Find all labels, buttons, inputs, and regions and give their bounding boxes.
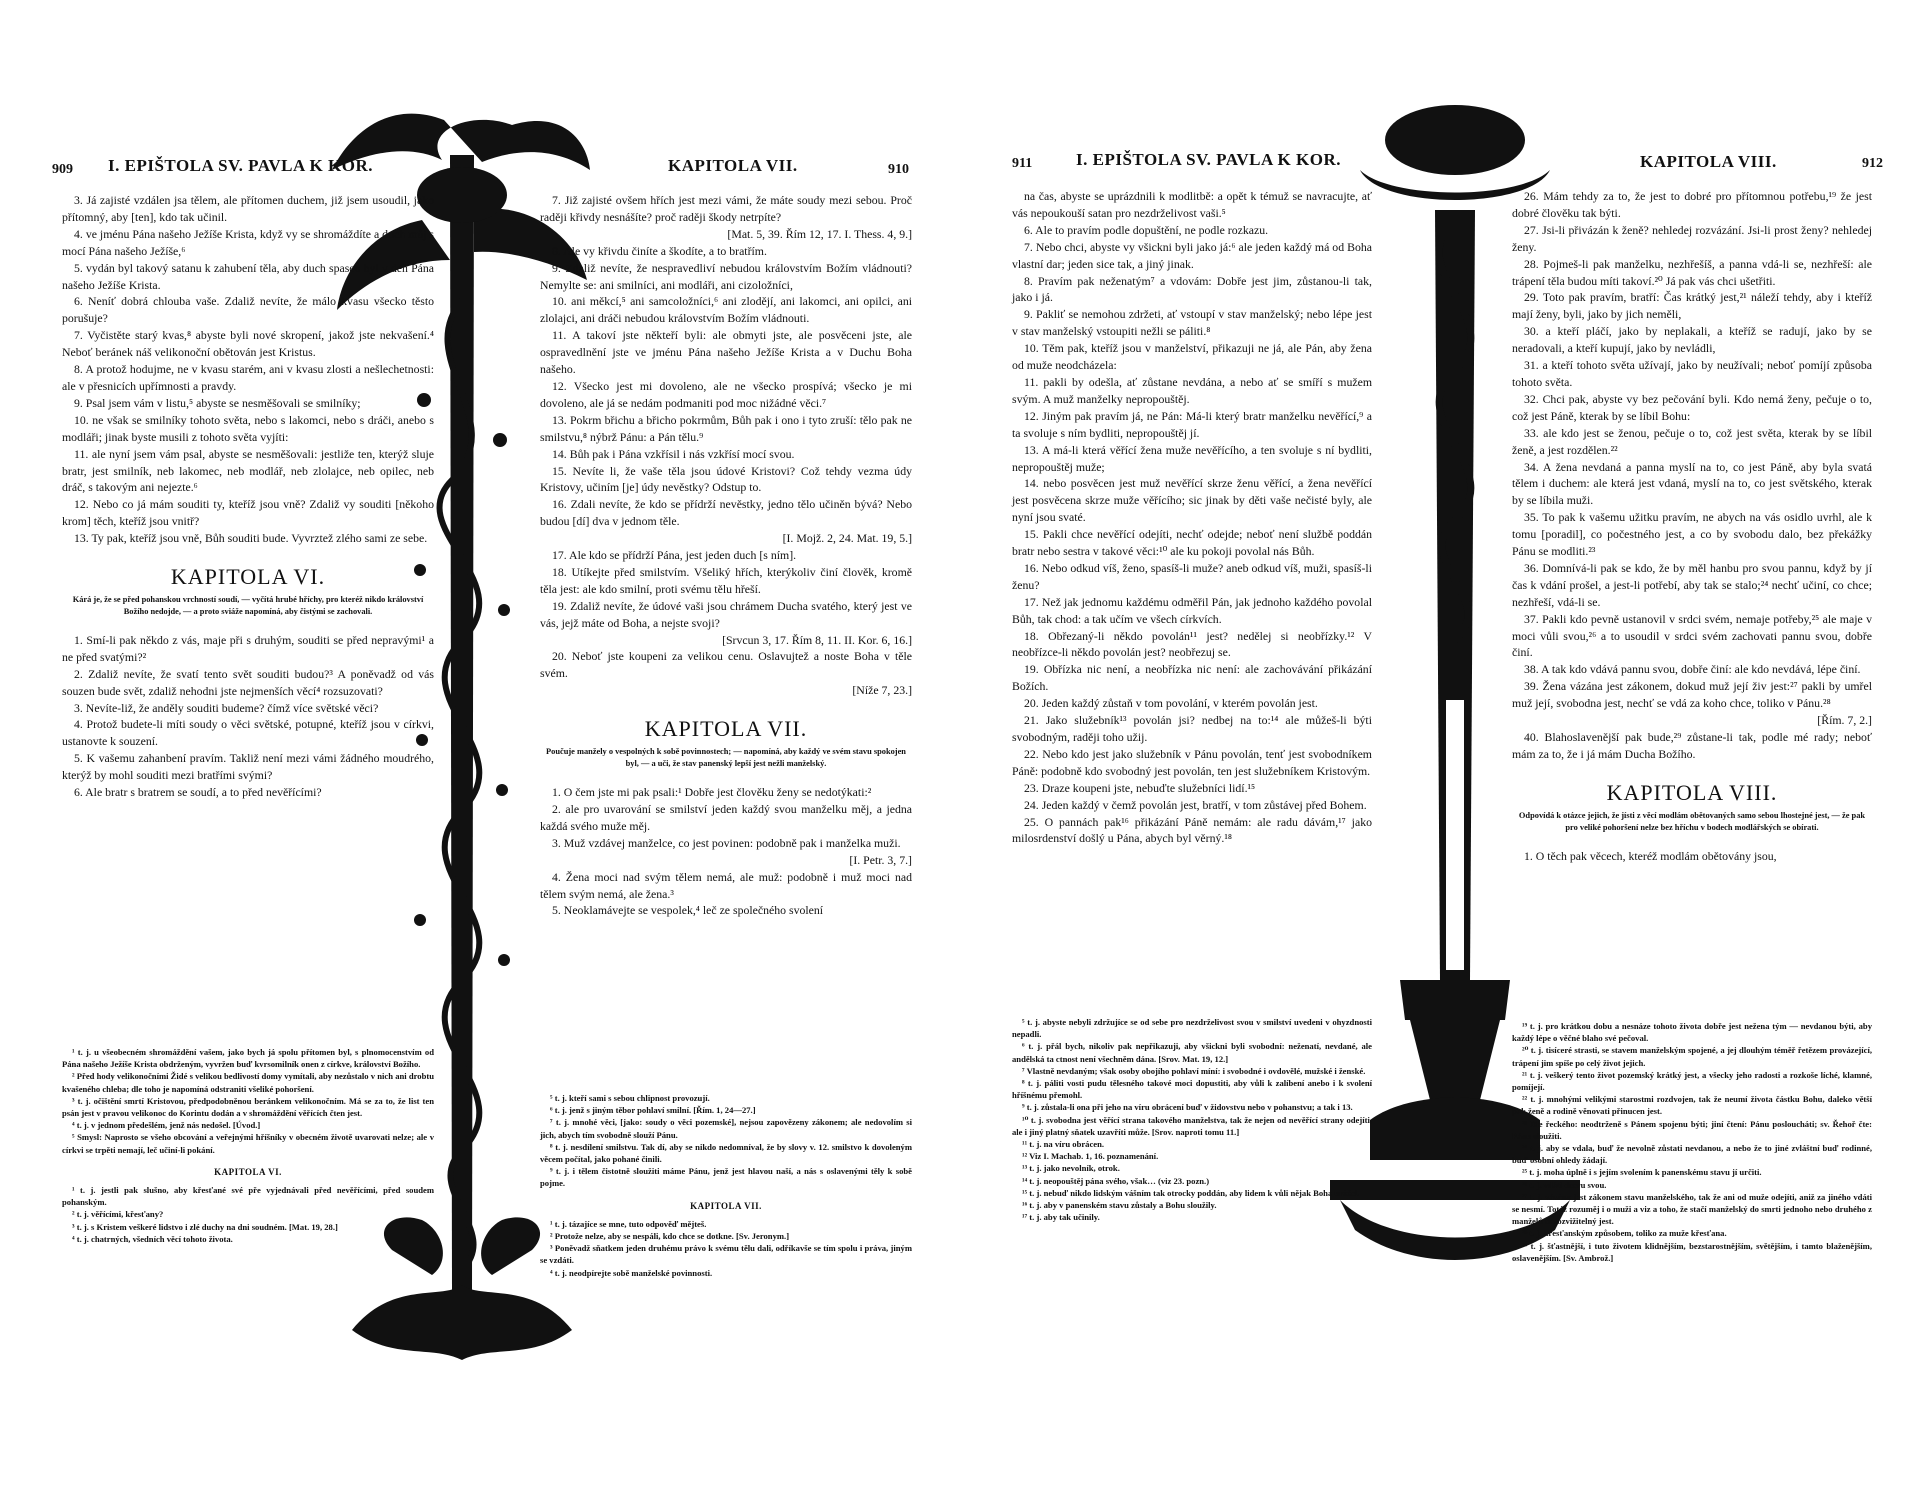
- verse: 15. Nevíte li, že vaše těla jsou údové Kristovi? Což tehdy vezma údy Kristovy, učiním [je] údy nevěstky? Odstup to.: [540, 463, 912, 495]
- verse: 19. Zdaliž nevíte, že údové vaši jsou chrámem Ducha svatého, který jest ve vás, jejž máte od Boha, a nejste svoji?: [540, 598, 912, 630]
- text-column: [540, 192, 912, 919]
- footnote: ¹ t. j. tázajíce se mne, tuto odpověď mějteš.: [550, 1218, 707, 1229]
- verse: 27. Jsi-li přivázán k ženě? nehledej rozvázání. Jsi-li prost ženy? nehledej ženy.: [1512, 222, 1872, 254]
- verse: na čas, abyste se uprázdnili k modlitbě: a opět k témuž se navracujte, ať vás nepoukouší satan pro nezdrželivost vaši.⁵: [1012, 189, 1372, 220]
- verse: 25. O pannách pak¹⁶ přikázání Páně nemám: ale radu dávám,¹⁷ jako milosrdenství došlý u Pána, abych byl věrný.¹⁸: [1012, 814, 1372, 846]
- verse: 5. K vašemu zahanbení pravím. Takliž není mezi vámi žádného moudrého, kterýž by mohl souditi mezi bratřími svými?: [62, 751, 434, 783]
- verse: 20. Neboť jste koupeni za velikou cenu. Oslavujtež a noste Boha v těle svém.: [540, 649, 912, 681]
- verse: 23. Draze koupeni jste, nebuďte služebníci lidí.¹⁵: [1024, 780, 1256, 795]
- verse: 9. Zdaliž nevíte, že nespravedliví nebudou královstvím Božím vládnouti? Nemylte se: ani smilníci, ani modláři, ani cizoložníci,: [540, 260, 912, 292]
- page-number: 912: [1862, 156, 1883, 171]
- footnote: ⁸ t. j. nesdílení smilstvu. Tak dí, aby se nikdo nedomníval, že by slovy v. 12. smilstvo k dovoleným věcem počítal, jako pohané činili.: [540, 1141, 912, 1165]
- footnote: ¹⁹ t. j. pro krátkou dobu a nesnáze tohoto života dobře jest nežena tým — nevdanou býti, aby každý lépe o věčné blaho své pečoval.: [1512, 1021, 1872, 1044]
- footnote: ²⁹ t. j. šťastnější, i tuto životem klidnějším, bezstarostnějším, světějším, i tamto blaženějším, oslavenějším. [Sv. Ambrož.]: [1512, 1240, 1872, 1263]
- scripture-reference: [I. Mojž. 2, 24. Mat. 19, 5.]: [782, 531, 912, 546]
- verse: 2. Zdaliž nevíte, že svatí tento svět souditi budou?³ A poněvadž od vás souzen bude svět, zdaliž nehodni jste nejmenších věcí⁴ rozsuzovati?: [62, 666, 434, 698]
- chapter-summary: Kárá je, že se před pohanskou vrchností soudí, — vyčítá hrubé hříchy, pro kteréž nikdo království Božího nedojde, — a proto sviáže napomíná, aby čistými se zachovali.: [72, 594, 424, 616]
- footnote: ⁵ t. j. kteří sami s sebou chlipnost provozují.: [550, 1093, 710, 1103]
- verse: 11. pakli by odešla, ať zůstane nevdána, a nebo ať se smíří s mužem svým. A muž manželky nepropouštěj.: [1012, 374, 1372, 406]
- verse: 32. Chci pak, abyste vy bez pečování byli. Kdo nemá ženy, pečuje o to, což jest Páně, kterak by se líbil Bohu:: [1512, 391, 1872, 423]
- footnote: ² t. j. věřícími, křesťany?: [72, 1209, 164, 1220]
- footnote: ⁵ Smysl: Naprosto se všeho obcování a veřejnými hříšníky v obecném životě uvarovati nelze; ale v církvi se trpěti nemají, leč učiní-li pokání.: [62, 1132, 434, 1155]
- footnote: ⁴ t. j. v jednom předešlém, jenž nás nedošel. [Úvod.]: [72, 1120, 261, 1131]
- verse: 2. ale pro uvarování se smilství jeden každý svou manželku měj, a jedna každá svého muže měj.: [540, 802, 912, 833]
- page-header: KAPITOLA VII.: [668, 156, 798, 175]
- verse: 6. Ale to pravím podle dopuštění, ne podle rozkazu.: [1024, 222, 1269, 237]
- verse: 13. Ty pak, kteříž jsou vně, Bůh souditi bude. Vyvrztež zlého sami ze sebe.: [74, 531, 428, 546]
- verse: 1. Smí-li pak někdo z vás, maje při s druhým, souditi se před nepravými¹ a ne před svatými?²: [62, 632, 434, 664]
- footnote: ³ t. j. očištění smrtí Kristovou, předpodobněnou beránkem velikonočním. Má se za to, že list ten psán jest v pravou velikonoc do Korintu dodán a v shromáždění věřících čten jest.: [62, 1095, 434, 1119]
- scripture-reference: [Mat. 5, 39. Řím 12, 17. I. Thess. 4, 9.]: [727, 226, 912, 241]
- verse: 15. Pakli chce nevěřící odejíti, nechť odejde; neboť není službě poddán bratr nebo sestra v takové věci:¹⁰ ale ku pokoji povolal nás Bůh.: [1012, 527, 1372, 559]
- footnote: ¹⁵ t. j. nebuď nikdo lidským vášním tak otrocky poddán, aby lidem k vůli nějak Boha urážel.: [1022, 1187, 1360, 1198]
- verse: 8. Pravím pak neženatým⁷ a vdovám: Dobře jest jim, zůstanou-li tak, jako i já.: [1012, 273, 1372, 305]
- verse: 34. A žena nevdaná a panna myslí na to, co jest Páně, aby byla svatá tělem i duchem: ale která jest vdaná, myslí na to, co jest světského, kterak by se líbila muži.: [1512, 459, 1872, 508]
- verse: 38. A tak kdo vdává pannu svou, dobře činí: ale kdo nevdává, lépe činí.: [1524, 662, 1861, 677]
- verse: 8. Ale vy křivdu činíte a škodíte, a to bratřím.: [552, 243, 767, 258]
- verse: 35. To pak k vašemu užitku pravím, ne abych na vás osidlo uvrhl, ale k tomu [poradil], co počestného jest, a co by svobodu dalo, bez překážky Pánu se modliti.²³: [1512, 510, 1872, 559]
- footnote: ²⁸ t. j. křesťanským způsobem, toliko za muže křesťana.: [1522, 1228, 1727, 1239]
- footnotes: [1512, 1020, 1872, 1264]
- verse: 24. Jeden každý v čemž povolán jest, bratří, v tom zůstávej před Bohem.: [1024, 797, 1367, 812]
- footnote: ⁷ Vlastně nevdaným; však osoby obojího pohlaví míní: i svobodné i ovdovělé, mužské i ženské.: [1022, 1065, 1366, 1076]
- footnote-chapter-heading: KAPITOLA VI.: [214, 1166, 282, 1177]
- verse: 1. O čem jste mi pak psali:¹ Dobře jest člověku ženy se nedotýkati:²: [552, 785, 872, 800]
- text-column: [62, 192, 434, 801]
- verse: 28. Pojmeš-li pak manželku, nezhřešíš, a panna vdá-li se, nezhřeší: ale trápení těla budou míti takoví.²⁰ Já pak vás chci ušetřiti.: [1512, 256, 1872, 288]
- footnote: ³ Poněvadž sňatkem jeden druhému právo k svému tělu dali, odříkavše se tím spolu i práva, jiným se vzdáti.: [540, 1243, 912, 1266]
- footnote: ²⁵ t. j. moha úplně i s jejím svolením k panenskému stavu jí určiti.: [1522, 1167, 1762, 1178]
- scripture-reference: [Níže 7, 23.]: [852, 683, 912, 698]
- verse: 6. Ale bratr s bratrem se soudí, a to před nevěřícími?: [74, 785, 322, 800]
- verse: 7. Nebo chci, abyste vy všickni byli jako já:⁶ ale jeden každý má od Boha vlastní dar; jeden sice tak, a jiný jinak.: [1012, 239, 1372, 271]
- verse: 4. Protož budete-li míti soudy o věci světské, potupné, kteříž jsou v církvi, ustanovte k souzení.: [62, 717, 434, 749]
- verse: 31. a kteří tohoto světa užívají, jako by neužívali; neboť pomíjí způsoba tohoto světa.: [1512, 358, 1872, 389]
- footnote: ⁷ t. j. mnohé věci, [jako: soudy o věci pozemské], nejsou zapovězeny zákonem; ale nedovolím si jich, abych tím svobodně slouží Pánu.: [540, 1117, 912, 1140]
- verse: 4. ve jménu Pána našeho Ježíše Krista, když vy se shromáždíte a duch můj s mocí Pána našeho Ježíše,⁶: [62, 226, 434, 258]
- page-header: KAPITOLA VIII.: [1640, 152, 1777, 171]
- footnote: ¹⁶ t. j. aby v panenském stavu zůstaly a Bohu sloužily.: [1022, 1200, 1217, 1211]
- footnote: ⁴ t. j. chatrných, všedních věcí tohoto života.: [72, 1233, 233, 1244]
- scripture-reference: [I. Petr. 3, 7.]: [849, 852, 912, 867]
- footnotes: [540, 1092, 912, 1279]
- page-number: 909: [52, 162, 73, 177]
- text-column: [1012, 188, 1372, 847]
- footnote: ²⁰ t. j. tisíceré strasti, se stavem manželským spojené, a jej dlouhým téměř řetězem provázející, trápení jim spíše po celý život jejich.: [1512, 1045, 1872, 1068]
- footnote: ⁴ t. j. neodpírejte sobě manželské povinnosti.: [550, 1267, 713, 1278]
- footnote: ¹⁴ t. j. neopouštěj pána svého, však… (viz 23. pozn.): [1022, 1175, 1210, 1186]
- verse: 13. A má-li která věřící žena muže nevěřícího, a ten svoluje s ní bydliti, nepropouštěj muže;: [1012, 442, 1372, 474]
- footnote: ²³ Dle řeckého: neodtrženě s Pánem spojenu býti; jiní čtení: Pánu posloucháti; sv. Řehoř čte: Pánu sloužiti.: [1512, 1118, 1872, 1141]
- chapter-title: KAPITOLA VI.: [170, 564, 326, 590]
- verse: 10. ne však se smilníky tohoto světa, nebo s lakomci, nebo s dráči, anebo s modláři; jinak byste musili z tohoto světa vyjíti:: [62, 412, 434, 444]
- verse: 12. Nebo co já mám souditi ty, kteříž jsou vně? Zdaliž vy souditi [někoho krom] těch, kteříž jsou vnitř?: [62, 497, 434, 529]
- footnote: ⁶ t. j. jenž s jiným těbor pohlaví smilní. [Řím. 1, 24—27.]: [550, 1105, 756, 1116]
- verse: 3. Nevíte-liž, že anděly souditi budeme? čímž více světské věci?: [74, 700, 379, 715]
- scripture-reference: [Srvcun 3, 17. Řím 8, 11. II. Kor. 6, 16.]: [722, 632, 912, 647]
- chapter-summary: Poučuje manžely o vespolných k sobě povinnostech; — napomíná, aby každý ve svém stavu spokojen byl, — a uči, že stav panenský lepší jest nežli manželský.: [546, 747, 906, 769]
- verse: 3. Já zajisté vzdálen jsa tělem, ale přítomen duchem, již jsem usoudil, jako přítomný, aby [ten], kdo tak učinil.: [62, 193, 434, 224]
- page-number: 910: [888, 162, 909, 177]
- verse: 21. Jako služebník¹³ povolán jsi? nedbej na to:¹⁴ ale můžeš-li býti svobodným, raději toho užij.: [1012, 713, 1372, 744]
- verse: 1. O těch pak věcech, kteréž modlám obětovány jsou,: [1524, 848, 1777, 863]
- verse: 7. Již zajisté ovšem hřích jest mezi vámi, že máte soudy mezi sebou. Proč raději křivdy nesnášíte? proč raději škody netrpíte?: [540, 193, 912, 224]
- verse: 8. A protož hodujme, ne v kvasu starém, ani v kvasu zlosti a nešlechetnosti: ale v přesnicích upřímnosti a pravdy.: [62, 362, 434, 393]
- footnote: ¹ t. j. jestli pak slušno, aby křesťané své pře vyjednávali před nevěřícími, před soudem pohanským.: [62, 1185, 434, 1208]
- verse: 6. Neníť dobrá chlouba vaše. Zdaliž nevíte, že málo kvasu všecko těsto porušuje?: [62, 294, 434, 326]
- verse: 10. Těm pak, kteříž jsou v manželství, přikazuji ne já, ale Pán, aby žena od muže neodcházela:: [1012, 341, 1372, 373]
- verse: 22. Nebo kdo jest jako služebník v Pánu povolán, tenť jest svobodníkem Páně: podobně kdo svobodný jest povolán, ten jest služebníkem Kristovým.: [1012, 746, 1372, 778]
- verse: 17. Ale kdo se přídrží Pána, jest jeden duch [s ním].: [552, 548, 797, 563]
- footnote: ²² t. j. mnohými velikými starostmi rozdvojen, tak že neumí života částku Bohu, daleko větší pak ženě a rodině věnovati přinucen jest.: [1512, 1094, 1872, 1117]
- footnote-chapter-heading: KAPITOLA VII.: [690, 1200, 762, 1211]
- footnote: ¹ t. j. u všeobecném shromáždění vašem, jako bych já spolu přítomen byl, s plnomocenstvím od Pána našeho Ježíše Krista obdrženým, vyvržen buď kvrsomilník onen z církve, království Božího.: [62, 1047, 434, 1070]
- footnote: ² Před hody velikonočními Židé s velikou bedlivostí domy vymítali, aby nezůstalo v nich ani drobtu kvašeného chleba; dle toho je napomíná odstraniti všeliké pohoršení.: [62, 1071, 434, 1094]
- verse: 33. ale kdo jest se ženou, pečuje o to, což jest světa, kterak by se líbil ženě, a jest rozdělen.²²: [1512, 425, 1872, 457]
- left-spread: [0, 0, 960, 1501]
- verse: 18. Obřezaný-li někdo povolán¹¹ jest? nedělej si neobřízky.¹² V neobřízce-li někdo povolán jest? neobřezuj se.: [1012, 628, 1372, 660]
- chapter-summary: Odpovídá k otázce jejich, že jísti z věcí modlám obětovaných samo sebou lhostejné jest, — že pak pro veliké pohoršení nelze bez hříchu v bodech modlářských se obírati.: [1518, 810, 1866, 832]
- footnote: ⁸ t. j. páliti vosti pudu tělesného takové moci dopustiti, aby vůli k zalíbení anebo i k svolení hříšnému přemohl.: [1012, 1078, 1372, 1101]
- verse: 20. Jeden každý zůstaň v tom povolání, v kterém povolán jest.: [1024, 696, 1318, 711]
- verse: 17. Než jak jednomu každému odměřil Pán, jak jednoho každého povolal Bůh, tak chod: a tak učím ve všech církvích.: [1012, 594, 1372, 626]
- verse: 19. Obřízka nic není, a neobřízka nic není: ale zachovávání přikázání Božích.: [1012, 662, 1372, 694]
- footnote: ⁵ t. j. abyste nebyli zdržujíce se od sebe pro nezdrželivost svou v smilství uvedeni v ohyzdnosti nepadli.: [1012, 1017, 1372, 1040]
- verse: 14. Bůh pak i Pána vzkřísil i nás vzkřísí mocí svou.: [552, 446, 795, 461]
- verse: 12. Všecko jest mi dovoleno, ale ne všecko prospívá; všecko je mi dovoleno, ale já se nedám podmaniti pod moc nižádné věci.⁷: [540, 378, 912, 410]
- verse: 11. A takoví jste někteří byli: ale obmyti jste, ale posvěceni jste, ale ospravedlnění jste ve jménu Pána našeho Ježíše Krista a v Duchu Boha našeho.: [540, 328, 912, 377]
- footnote: ² Protože nelze, aby se nespáli, kdo chce se dotkne. [Sv. Jeronym.]: [550, 1231, 790, 1242]
- footnotes: [62, 1046, 434, 1245]
- verse: 39. Žena vázána jest zákonem, dokud muž její živ jest:²⁷ pakli by umřel muž její, svobodna jest, nechť se vdá za koho chce, toliko v Pánu.²⁸: [1512, 679, 1872, 711]
- text-column: [1512, 188, 1872, 865]
- verse: 13. Pokrm břichu a břicho pokrmům, Bůh pak i ono i tyto zruší: tělo pak ne smilstvu,⁸ nýbrž Pánu: a Pán tělu.⁹: [540, 412, 912, 444]
- right-spread: [990, 0, 1928, 1501]
- page-number: 911: [1012, 156, 1033, 171]
- chapter-title: KAPITOLA VIII.: [1606, 779, 1778, 805]
- verse: 12. Jiným pak pravím já, ne Pán: Má-li který bratr manželku nevěřící,⁹ a ta svoluje s ním bydliti, nepropouštěj jí.: [1012, 408, 1372, 440]
- footnote: ⁹ t. j. i tělem čistotně sloužiti máme Pánu, jenž jest hlavou naší, a nás s oslavenými těly k sobě pojme.: [540, 1166, 912, 1189]
- footnote: ⁹ t. j. zůstala-li ona při jeho na víru obrácení buď v židovstvu nebo v pohanstvu; a tak i 13.: [1022, 1102, 1353, 1113]
- footnote: ¹¹ t. j. na víru obrácen.: [1022, 1139, 1105, 1150]
- footnote: ²⁷ t. j. vázána jest zákonem stavu manželského, tak že ani od muže odejíti, aniž za jiného vdáti se nesmí. Totéž rozuměj i o muži a viz a toho, že stačí manželský do smrti jednoho nebo druhého z manželů nerozvižitelný jest.: [1512, 1191, 1872, 1227]
- verse: 9. Psal jsem vám v listu,⁵ abyste se nesměšovali se smilníky;: [74, 395, 361, 410]
- footnote: ²¹ t. j. veškerý tento život pozemský krátký jest, a všecky jeho radosti a rozkoše líché, klamné, pomíjejí.: [1512, 1069, 1872, 1093]
- scripture-reference: [Řím. 7, 2.]: [1817, 713, 1872, 728]
- verse: 16. Nebo odkud víš, ženo, spasíš-li muže? aneb odkud víš, muži, spasíš-li ženu?: [1012, 560, 1372, 592]
- footnote: ⁶ t. j. přál bych, nikoliv pak nepřikazuji, aby všickni byli svobodní: neženatí, nevdané, ale andělská ta ctnost není všechněm dána. [Srov. Mat. 19, 12.]: [1012, 1041, 1372, 1064]
- verse: 29. Toto pak pravím, bratří: Čas krátký jest,²¹ náleží tehdy, aby i kteříž mají ženy, byli, jako by jich neměli,: [1512, 290, 1872, 322]
- verse: 37. Pakli kdo pevně ustanovil v srdci svém, nemaje potřeby,²⁵ ale maje v moci vůli svou,²⁶ a to usoudil v srdci svém zachovati pannu svou, dobře činí.: [1512, 611, 1872, 660]
- verse: 10. ani měkcí,⁵ ani samcoložníci,⁶ ani zlodějí, ani lakomci, ani opilci, ani zlolajci, ani dráči nebudou královstvím Božím vládnouti.: [540, 294, 912, 326]
- verse: 16. Zdali nevíte, že kdo se přídrží nevěstky, jedno tělo učiněn bývá? Nebo budou [dí] dva v jednom těle.: [540, 497, 912, 529]
- verse: 5. Neoklamávejte se vespolek,⁴ leč ze společného svolení: [552, 903, 824, 918]
- page-header: I. EPIŠTOLA SV. PAVLA K KOR.: [1076, 150, 1341, 169]
- verse: 11. ale nyní jsem vám psal, abyste se nesměšovali: jestliže ten, kterýž sluje bratr, jest smilník, neb lakomec, neb modlář, neb zlolajce, neb opilec, neb dráč, s takovým ani nejezte.⁶: [62, 446, 434, 495]
- verse: 9. Pakliť se nemohou zdržeti, ať vstoupí v stav manželský; nebo lépe jest v stav manželský vstoupiti nežli se páliti.⁸: [1012, 307, 1372, 339]
- footnote: ¹⁰ t. j. svobodna jest věřící strana takového manželstva, tak že nejen od nevěřící strany odejíti, ale i jiný platný sňatek uzavříti může. [Srov. naproti tomu 11.]: [1012, 1114, 1372, 1137]
- chapter-title: KAPITOLA VII.: [644, 716, 808, 742]
- footnote: ¹² Viz I. Machab. 1, 16. poznamenání.: [1022, 1151, 1159, 1162]
- verse: 26. Mám tehdy za to, že jest to dobré pro přítomnou potřebu,¹⁹ že jest dobré člověku tak býti.: [1512, 189, 1872, 220]
- verse: 4. Žena moci nad svým tělem nemá, ale muž: podobně i muž moci nad tělem svým nemá, ale žena.³: [540, 869, 912, 901]
- verse: 7. Vyčistěte starý kvas,⁸ abyste byli nové skropení, jakož jste nekvašení.⁴ Neboť beránek náš velikonoční obětován jest Kristus.: [62, 328, 434, 360]
- footnote: ²⁴ t. j. aby se vdala, buď že nevolně zůstati nevdanou, a nebo že to jiné zvláštní buď rodinné, buď osobní ohledy žádají.: [1512, 1143, 1872, 1166]
- footnotes: [1012, 1016, 1372, 1223]
- footnote: ¹⁷ t. j. aby tak učinily.: [1022, 1212, 1100, 1223]
- verse: 36. Domnívá-li pak se kdo, že by měl hanbu pro svou pannu, když by jí čas k vdání prošel, a jest-li potřebí, aby tak se stalo;²⁴ nechť učiní, co chce; nezhřeší, vdá-li se.: [1512, 560, 1872, 609]
- verse: 14. nebo posvěcen jest muž nevěřící skrze ženu věřící, a žena nevěřící jest posvěcena skrze muže věřícího; sic jinak by děti vaše nečisté byly, ale nyní jsou svaté.: [1012, 476, 1372, 525]
- footnote: ³ t. j. s Kristem veškeré lidstvo i zlé duchy na dni soudném. [Mat. 19, 28.]: [72, 1221, 338, 1232]
- verse: 30. a kteří pláčí, jako by neplakali, a kteříž se radují, jako by se neradovali, a kteří kupují, jako by nevládli,: [1512, 324, 1872, 356]
- verse: 5. vydán byl takový satanu k zahubení těla, aby duch spasen byl v den Pána našeho Ježíše Krista.: [62, 260, 434, 292]
- footnote: ¹³ t. j. jako nevolník, otrok.: [1022, 1163, 1120, 1174]
- verse: 18. Utíkejte před smilstvím. Všeliký hřích, kterýkoliv činí člověk, kromě těla jest: ale kdo smilní, proti svému tělu hřeší.: [540, 564, 912, 596]
- verse: 3. Muž vzdávej manželce, co jest povinen: podobně pak i manželka muži.: [552, 835, 901, 850]
- footnote: ²⁶ t. j. vdáti dceru svou.: [1522, 1179, 1607, 1190]
- verse: 40. Blahoslavenější pak bude,²⁹ zůstane-li tak, podle mé rady; neboť mám za to, že i já mám Ducha Božího.: [1512, 730, 1872, 761]
- page-header: I. EPIŠTOLA SV. PAVLA K KOR.: [108, 156, 373, 175]
